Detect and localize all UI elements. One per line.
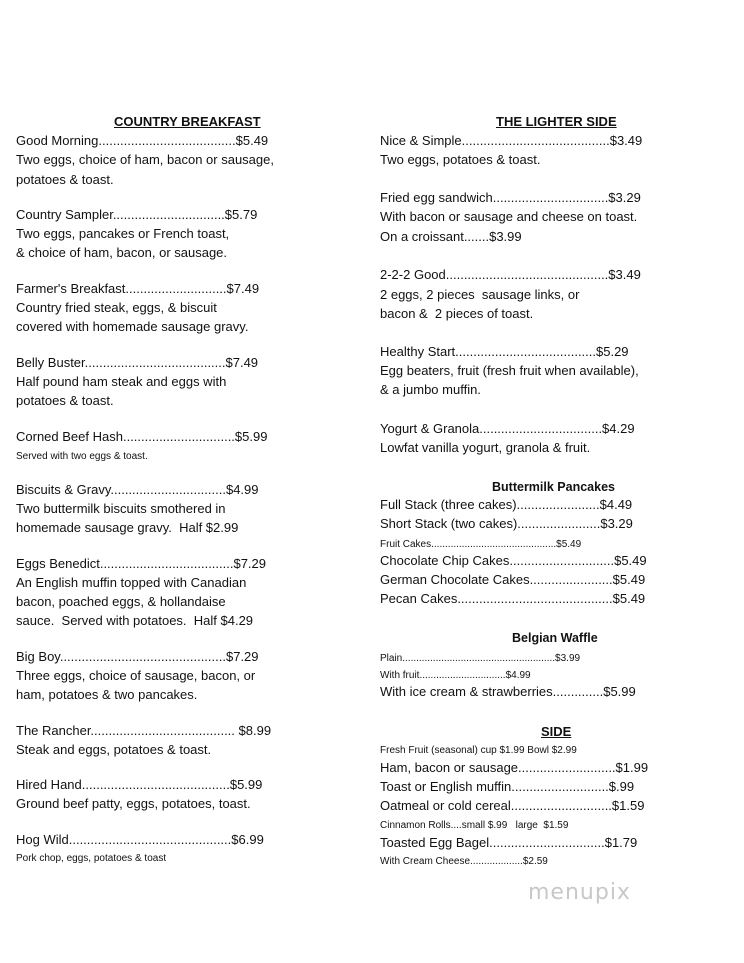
menu-item-description: bacon & 2 pieces of toast. xyxy=(380,306,534,321)
menu-item-toast-muffin: Toast or English muffin...........................$.99 xyxy=(380,779,635,794)
menu-item-healthy-start: Healthy Start.......................................$5.29 xyxy=(380,344,629,359)
menu-item-hog-wild: Hog Wild.............................................$6.99 xyxy=(16,832,264,847)
menu-item-yogurt-granola: Yogurt & Granola..................................$4.29 xyxy=(380,421,635,436)
menu-item-short-stack: Short Stack (two cakes).......................$3.29 xyxy=(380,516,633,531)
menu-item-description: potatoes & toast. xyxy=(16,172,114,187)
lighter-side-heading: THE LIGHTER SIDE xyxy=(496,114,617,129)
menu-item-waffle-fruit: With fruit...............................$4.99 xyxy=(380,670,531,681)
menu-item-german-chocolate-cakes: German Chocolate Cakes.......................$5.49 xyxy=(380,572,646,587)
menu-item-description: Pork chop, eggs, potatoes & toast xyxy=(16,853,167,864)
menu-item-fresh-fruit: Fresh Fruit (seasonal) cup $1.99 Bowl $2.99 xyxy=(380,745,577,756)
menu-item-biscuits-gravy: Biscuits & Gravy................................$4.99 xyxy=(16,482,259,497)
menu-item-fruit-cakes: Fruit Cakes.............................................$5.49 xyxy=(380,539,582,550)
menu-item-country-sampler: Country Sampler...............................$5.79 xyxy=(16,207,258,222)
menu-item-2-2-2-good: 2-2-2 Good.............................................$3.49 xyxy=(380,267,641,282)
menu-item-fried-egg-sandwich: Fried egg sandwich................................$3.29 xyxy=(380,190,641,205)
menupix-watermark: menupix xyxy=(528,880,631,905)
menu-item-description: Two buttermilk biscuits smothered in xyxy=(16,501,226,516)
menu-item-description: Country fried steak, eggs, & biscuit xyxy=(16,300,217,315)
menu-item-good-morning: Good Morning......................................$5.49 xyxy=(16,133,269,148)
menu-item-description: With bacon or sausage and cheese on toast. xyxy=(380,209,638,224)
menu-item-chocolate-chip-cakes: Chocolate Chip Cakes.............................$5.49 xyxy=(380,553,647,568)
menu-item-toasted-egg-bagel: Toasted Egg Bagel................................$1.79 xyxy=(380,835,638,850)
menu-item-description: bacon, poached eggs, & hollandaise xyxy=(16,594,226,609)
menu-item-description: & a jumbo muffin. xyxy=(380,382,481,397)
menu-item-eggs-benedict: Eggs Benedict.....................................$7.29 xyxy=(16,556,267,571)
menu-item-description: potatoes & toast. xyxy=(16,393,114,408)
menu-item-description: ham, potatoes & two pancakes. xyxy=(16,687,198,702)
menu-item-description: Steak and eggs, potatoes & toast. xyxy=(16,742,212,757)
menu-item-cinnamon-rolls: Cinnamon Rolls....small $.99 large $1.59 xyxy=(380,820,569,831)
menu-item-description: Ground beef patty, eggs, potatoes, toast. xyxy=(16,796,251,811)
menu-item-big-boy: Big Boy..............................................$7.29 xyxy=(16,649,259,664)
menu-item-farmers-breakfast: Farmer's Breakfast............................$7.49 xyxy=(16,281,260,296)
menu-item-oatmeal-cereal: Oatmeal or cold cereal............................$1.59 xyxy=(380,798,645,813)
menu-item-description: Served with two eggs & toast. xyxy=(16,451,148,462)
menu-item-the-rancher: The Rancher........................................ $8.99 xyxy=(16,723,272,738)
menu-item-description: covered with homemade sausage gravy. xyxy=(16,319,249,334)
country-breakfast-heading: COUNTRY BREAKFAST xyxy=(114,114,261,129)
menu-item-cream-cheese: With Cream Cheese...................$2.59 xyxy=(380,856,548,867)
menu-item-hired-hand: Hired Hand.........................................$5.99 xyxy=(16,777,263,792)
menu-item-description: sauce. Served with potatoes. Half $4.29 xyxy=(16,613,254,628)
side-heading: SIDE xyxy=(541,724,572,739)
menu-item-full-stack: Full Stack (three cakes).......................$4.49 xyxy=(380,497,633,512)
menu-item-waffle-ice-cream: With ice cream & strawberries..............$5.99 xyxy=(380,684,636,699)
menu-item-description: Two eggs, potatoes & toast. xyxy=(380,152,541,167)
menu-item-corned-beef-hash: Corned Beef Hash...............................$5.99 xyxy=(16,429,268,444)
menu-item-description: Lowfat vanilla yogurt, granola & fruit. xyxy=(380,440,591,455)
menu-item-description: & choice of ham, bacon, or sausage. xyxy=(16,245,228,260)
menu-item-description: Two eggs, pancakes or French toast, xyxy=(16,226,230,241)
menu-item-pecan-cakes: Pecan Cakes...........................................$5.49 xyxy=(380,591,646,606)
menu-item-description: homemade sausage gravy. Half $2.99 xyxy=(16,520,239,535)
belgian-waffle-heading: Belgian Waffle xyxy=(512,631,598,645)
menu-item-description: An English muffin topped with Canadian xyxy=(16,575,247,590)
menu-item-belly-buster: Belly Buster.......................................$7.49 xyxy=(16,355,259,370)
menu-item-ham-bacon-sausage: Ham, bacon or sausage...........................$1.99 xyxy=(380,760,649,775)
buttermilk-pancakes-heading: Buttermilk Pancakes xyxy=(492,480,615,494)
menu-item-description: 2 eggs, 2 pieces sausage links, or xyxy=(380,287,580,302)
menu-item-nice-simple: Nice & Simple.........................................$3.49 xyxy=(380,133,643,148)
menu-item-description: Two eggs, choice of ham, bacon or sausage, xyxy=(16,152,274,167)
menu-item-description: On a croissant.......$3.99 xyxy=(380,229,522,244)
menu-item-description: Half pound ham steak and eggs with xyxy=(16,374,227,389)
menu-item-waffle-plain: Plain.......................................................$3.99 xyxy=(380,653,581,664)
menu-item-description: Three eggs, choice of sausage, bacon, or xyxy=(16,668,256,683)
menu-item-description: Egg beaters, fruit (fresh fruit when available), xyxy=(380,363,639,378)
